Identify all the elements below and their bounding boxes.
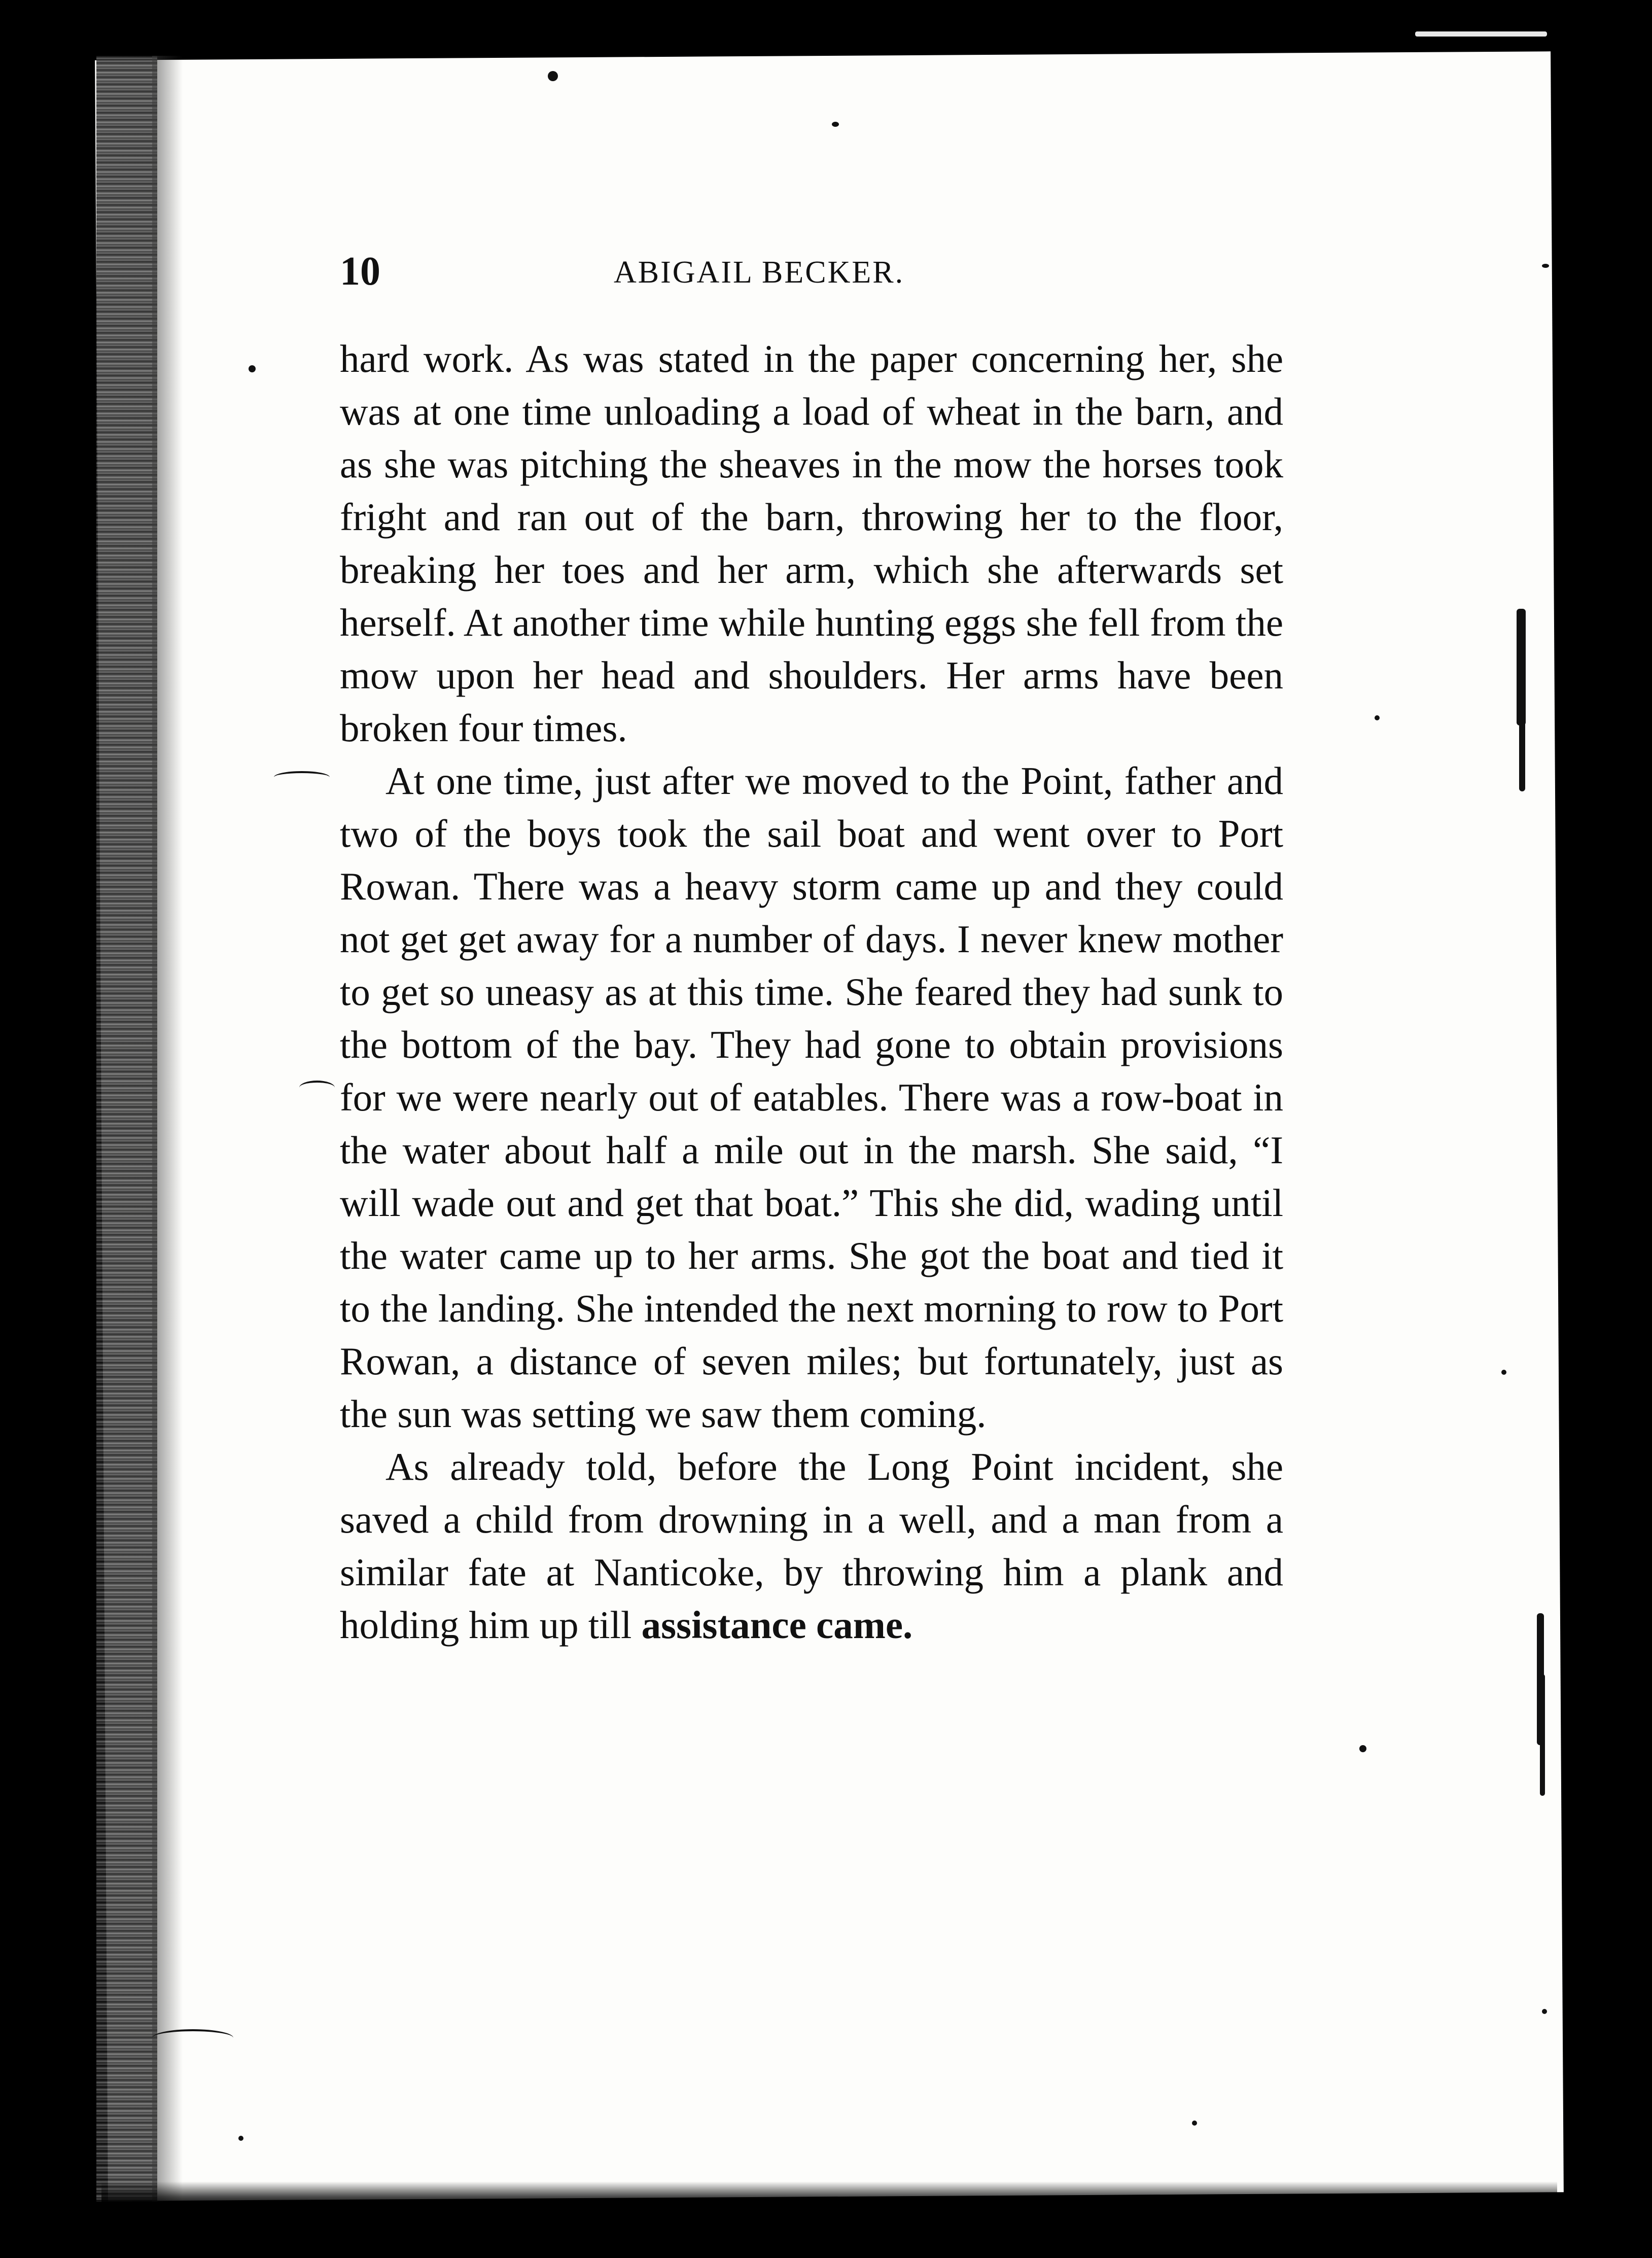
margin-pen-mark [299,1081,335,1095]
ink-speck [832,122,839,127]
paragraph-3 [340,1440,1283,1651]
ink-speck [1192,2121,1197,2126]
ink-speck [1542,2009,1547,2014]
paragraph-1: hard work. As was stated in the paper concerning her, she was at one time unloading a load of wheat in the barn, and as she was pitching the sheaves in the mow the horses took fright and ran out of the barn, throwing her to the floor, breaking her toes and her arm, which she afterwards set herself. At another time while hunting eggs she fell from the mow upon her head and shoulders. Her arms have been broken four times. [340,337,1283,750]
page-header [340,244,1304,304]
ink-speck [1501,1370,1506,1375]
running-head: ABIGAIL BECKER. [614,255,905,290]
paragraph-2: At one time, just after we moved to the Point, father and two of the boys took the sail boat and went over to Port Rowan. There was a heavy storm came up and they could not get get away for a number of days. I never knew mother to get so uneasy as at this time. She feared they had sunk to the bottom of the bay. They had gone to obtain provisions for we were nearly out of eatables. There was a row-boat in the water about half a mile out in the marsh. She said, “I will wade out and get that boat.” This she did, wading until the water came up to her arms. She got the boat and tied it to the landing. She intended the next morning to row to Port Rowan, a distance of seven miles; but fortunately, just as the sun was setting we saw them coming. [340,759,1283,1436]
ink-speck [1359,1745,1366,1752]
bottom-page-edge [101,2181,1557,2207]
margin-pen-mark [274,771,330,783]
ink-speck [1542,264,1549,268]
right-margin-smudge [1519,720,1525,791]
body-text [340,332,1283,1651]
gutter-fade [152,56,183,2202]
right-margin-smudge [1540,1674,1545,1796]
page-gutter-shadow [96,56,157,2202]
top-edge-streak [1415,31,1547,37]
ink-speck [249,365,256,372]
ink-speck [1375,715,1380,720]
ink-speck [548,71,558,81]
right-margin-smudge [1517,609,1526,725]
ink-speck [238,2136,243,2141]
margin-pen-mark [152,2029,233,2046]
page-number: 10 [340,249,380,294]
paragraph-3-text: As already told, before the Long Point incident, she saved a child from drowning in a well, and a man from a similar fate at Nanticoke, by throwing him a plank and holding him up till [340,1445,1283,1647]
paragraph-3-final-words: assistance came. [641,1603,913,1647]
